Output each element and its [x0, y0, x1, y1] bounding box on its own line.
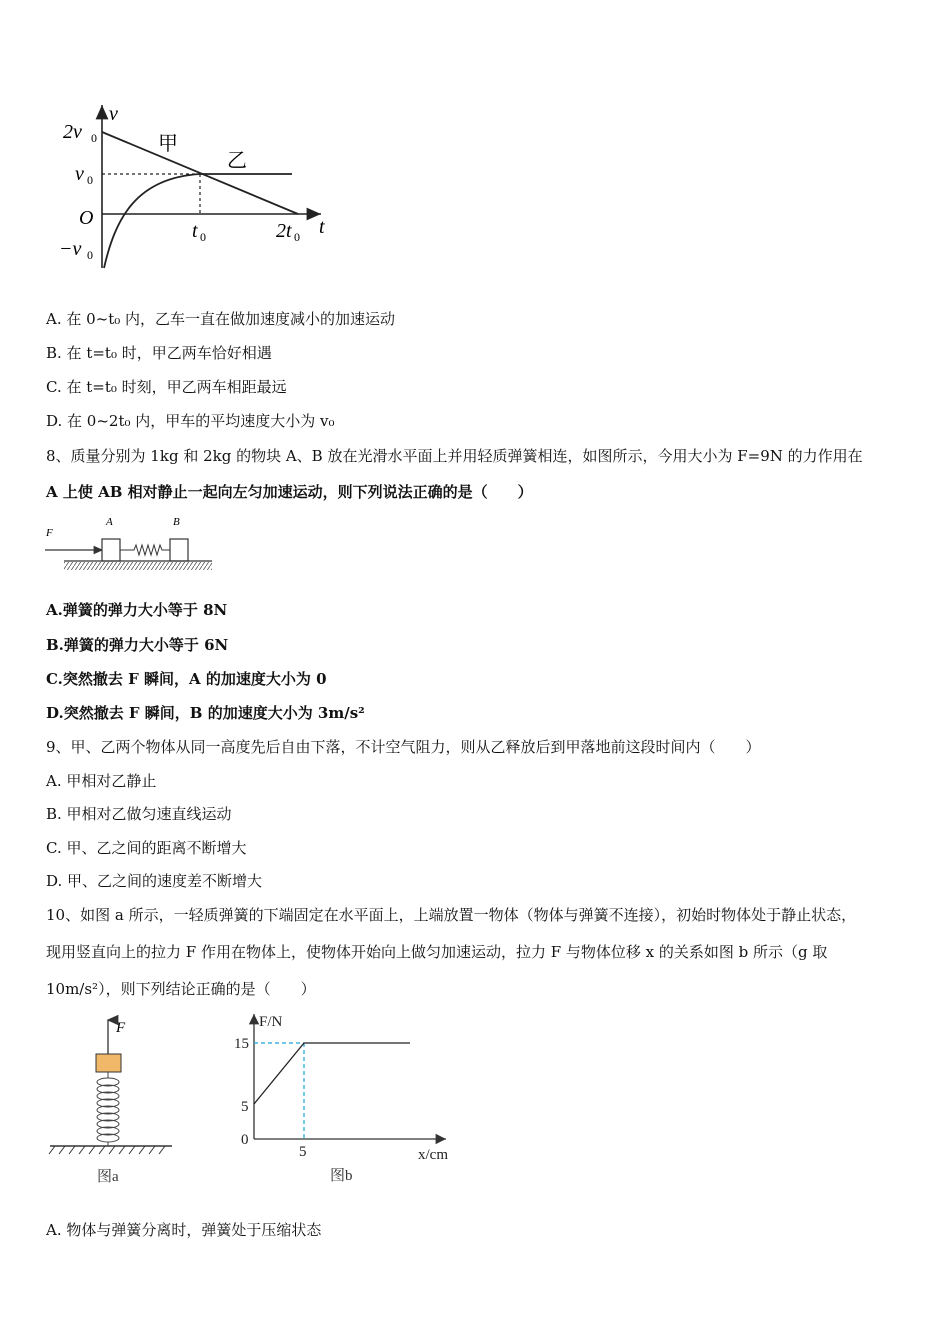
jia-label: 甲 [158, 133, 178, 155]
y-label-neg-v0: −v [59, 238, 82, 260]
q8-option-a: A.弹簧的弹力大小等于 8N [46, 601, 228, 619]
vt-graph [55, 100, 345, 275]
fig-b-tick-15: 15 [234, 1036, 249, 1052]
fig-b-tick-5: 5 [241, 1099, 249, 1115]
q7-option-b: B. 在 t=t₀ 时，甲乙两车恰好相遇 [46, 344, 272, 362]
x-label-2t0-sub: 0 [294, 230, 300, 244]
y-label-2v0: 2v [63, 121, 82, 143]
q10-stem-line3: 10m/s²），则下列结论正确的是（ ） [46, 980, 316, 998]
fig-a-ground-hatch [49, 1146, 165, 1154]
x-label-t0: t [192, 220, 198, 242]
q9-option-c: C. 甲、乙之间的距离不断增大 [46, 839, 247, 857]
yi-curve [104, 174, 292, 268]
fig-b-xtick-5: 5 [299, 1144, 307, 1160]
q10-stem-line2: 现用竖直向上的拉力 F 作用在物体上，使物体开始向上做匀加速运动，拉力 F 与物体位移 x 的关系如图 b 所示（g 取 [46, 943, 828, 961]
fig-a-spring [97, 1072, 119, 1146]
fig-a-caption: 图a [97, 1169, 119, 1185]
q9-stem: 9、甲、乙两个物体从同一高度先后自由下落，不计空气阻力，则从乙释放后到甲落地前这段时间内（ ） [46, 738, 761, 756]
x-label-t0-sub: 0 [200, 230, 206, 244]
v-axis-label: v [109, 103, 118, 125]
fig-b-ylabel: F/N [259, 1014, 283, 1030]
y-label-v0: v [75, 163, 84, 185]
y-label-2v0-sub: 0 [91, 131, 97, 145]
q9-option-a: A. 甲相对乙静止 [46, 772, 157, 790]
fig-b-caption: 图b [330, 1168, 353, 1184]
q10-figure-a [45, 1012, 180, 1192]
q8-option-d: D.突然撤去 F 瞬间，B 的加速度大小为 3m/s² [46, 704, 365, 722]
q8-ground-hatch [64, 562, 212, 570]
x-label-2t0: 2t [276, 220, 292, 242]
t-axis-label: t [319, 216, 325, 238]
y-label-neg-v0-sub: 0 [87, 248, 93, 262]
q10-stem-line1: 10、如图 a 所示，一轻质弹簧的下端固定在水平面上，上端放置一物体（物体与弹簧不连接），初始时物体处于静止状态， [46, 906, 857, 924]
fig-a-block [96, 1054, 121, 1072]
y-label-origin: O [79, 207, 94, 229]
q8-spring-figure [42, 512, 217, 577]
jia-line [102, 132, 298, 214]
y-label-v0-sub: 0 [87, 173, 93, 187]
q7-option-a: A. 在 0~t₀ 内，乙车一直在做加速度减小的加速运动 [46, 310, 396, 328]
fig-a-force-label: F [116, 1020, 126, 1036]
q7-option-c: C. 在 t=t₀ 时刻，甲乙两车相距最远 [46, 378, 287, 396]
fig-b-force-line [254, 1043, 410, 1104]
q9-option-d: D. 甲、乙之间的速度差不断增大 [46, 872, 263, 890]
block-a-label: A [106, 516, 113, 528]
q10-option-a: A. 物体与弹簧分离时，弹簧处于压缩状态 [46, 1221, 322, 1239]
q8-force-label: F [46, 527, 53, 539]
q8-option-c: C.突然撤去 F 瞬间，A 的加速度大小为 0 [46, 670, 327, 688]
q8-spring [120, 545, 170, 555]
q9-option-b: B. 甲相对乙做匀速直线运动 [46, 805, 232, 823]
yi-label: 乙 [227, 150, 247, 172]
block-b [170, 539, 188, 561]
q7-option-d: D. 在 0~2t₀ 内，甲车的平均速度大小为 v₀ [46, 412, 335, 430]
q8-option-b: B.弹簧的弹力大小等于 6N [46, 636, 229, 654]
q10-figure-b [228, 1006, 468, 1192]
q8-stem-line1: 8、质量分别为 1kg 和 2kg 的物块 A、B 放在光滑水平面上并用轻质弹簧相连，如图所示，今用大小为 F=9N 的力作用在 [46, 447, 863, 465]
block-a [102, 539, 120, 561]
fig-b-tick-0: 0 [241, 1132, 249, 1148]
fig-b-xlabel: x/cm [418, 1147, 448, 1163]
q8-stem-line2: A 上使 AB 相对静止一起向左匀加速运动，则下列说法正确的是（ ） [46, 483, 533, 501]
block-b-label: B [173, 516, 180, 528]
